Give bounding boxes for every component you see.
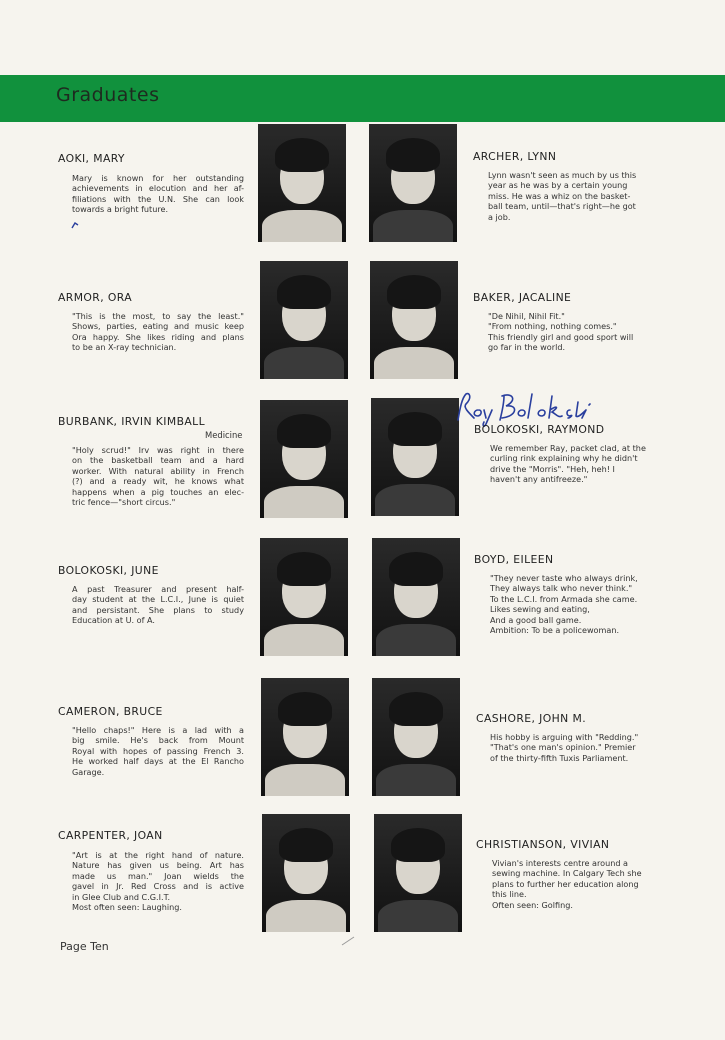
student-photo — [260, 400, 348, 518]
student-name: CARPENTER, JOAN — [58, 829, 163, 842]
student-name: CASHORE, JOHN M. — [476, 712, 587, 725]
student-photo — [372, 678, 460, 796]
student-bio: We remember Ray, packet clad, at the curling rink explaining why he didn't drive the "Morris". "Heh, heh! I haven't any antifreeze." — [490, 443, 646, 485]
student-bio: Mary is known for her outstanding achievements in elocution and her af- filiations with the U.N. She can look towards a bright future. — [72, 173, 244, 215]
student-bio: Vivian's interests centre around a sewing machine. In Calgary Tech she plans to further her education along this line. Often seen: Golfing. — [492, 858, 642, 910]
student-photo — [369, 124, 457, 242]
section-title: Graduates — [56, 84, 160, 106]
student-bio: "Hello chaps!" Here is a lad with a big smile. He's back from Mount Royal with hopes of passing French 3. He worked half days at the El Rancho Garage. — [72, 725, 244, 777]
student-photo — [260, 261, 348, 379]
student-name: ARCHER, LYNN — [473, 150, 557, 163]
student-photo — [260, 538, 348, 656]
student-bio: "This is the most, to say the least." Shows, parties, eating and music keep Ora happy. She likes riding and plans to be an X-ray technician. — [72, 311, 244, 353]
student-photo — [261, 678, 349, 796]
student-bio: His hobby is arguing with "Redding." "That's one man's opinion." Premier of the thirty-fifth Tuxis Parliament. — [490, 732, 639, 763]
student-name: CHRISTIANSON, VIVIAN — [476, 838, 610, 851]
student-subtitle: Medicine — [205, 430, 243, 440]
student-name: BOLOKOSKI, RAYMOND — [474, 423, 605, 436]
student-bio: "They never taste who always drink, They always talk who never think." To the L.C.I. from Armada she came. Likes sewing and eating, And a good ball game. Ambition: To be a policewoman. — [490, 573, 638, 636]
student-name: AOKI, MARY — [58, 152, 125, 165]
student-name: BURBANK, IRVIN KIMBALL — [58, 415, 206, 428]
student-bio: A past Treasurer and present half- day student at the L.C.I., June is quiet and persistant. She plans to study Education at U. of A. — [72, 584, 244, 626]
student-bio: "Holy scrud!" Irv was right in there on the basketball team and a hard worker. With natural ability in French (?) and a ready wit, he knows what happens when a pig touches an elec- tric fence—"short circus." — [72, 445, 244, 508]
student-name: BOLOKOSKI, JUNE — [58, 564, 159, 577]
section-header-band — [0, 75, 725, 122]
student-photo — [372, 538, 460, 656]
student-bio: "Art is at the right hand of nature. Nature has given us being. Art has made us man." Joan wields the gavel in Jr. Red Cross and is active in Glee Club and C.G.I.T. Most often seen: Laughing. — [72, 850, 244, 913]
student-name: ARMOR, ORA — [58, 291, 133, 304]
ink-mark — [70, 220, 80, 230]
student-photo — [374, 814, 462, 932]
student-photo — [262, 814, 350, 932]
student-photo — [370, 261, 458, 379]
student-bio: Lynn wasn't seen as much by us this year as he was by a certain young miss. He was a whiz on the basket- ball team, until—that's right—he got a job. — [488, 170, 637, 222]
student-name: BOYD, EILEEN — [474, 553, 554, 566]
student-photo — [371, 398, 459, 516]
student-name: CAMERON, BRUCE — [58, 705, 163, 718]
student-bio: "De Nihil, Nihil Fit." "From nothing, nothing comes." This friendly girl and good sport will go far in the world. — [488, 311, 634, 353]
pencil-mark — [340, 935, 356, 947]
page-number: Page Ten — [60, 940, 109, 953]
student-photo — [258, 124, 346, 242]
student-name: BAKER, JACALINE — [473, 291, 572, 304]
